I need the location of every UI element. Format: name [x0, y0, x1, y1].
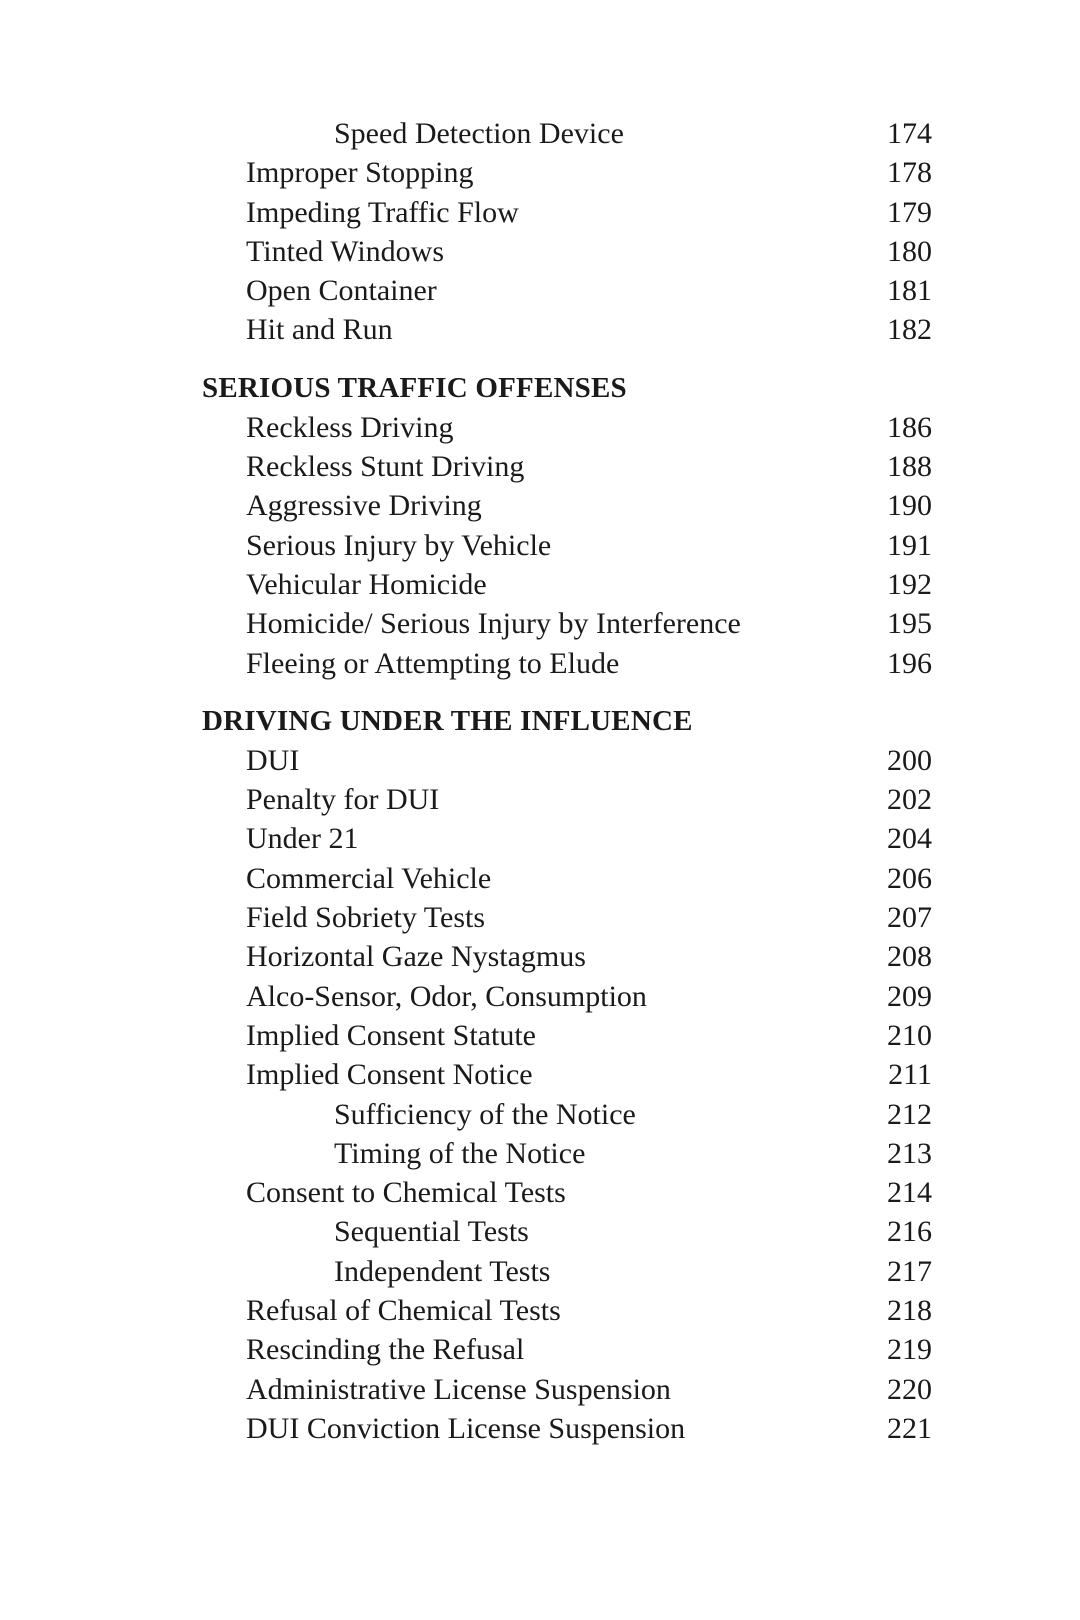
toc-entry [0, 1409, 1080, 1448]
toc-entry [0, 1173, 1080, 1212]
entry-page-number: 192 [887, 567, 932, 601]
entry-title: Timing of the Notice [334, 1136, 586, 1170]
entry-title: Serious Injury by Vehicle [246, 528, 552, 562]
entry-page-number: 174 [887, 117, 932, 150]
toc-entry [0, 819, 1080, 858]
entry-page-number: 200 [887, 743, 932, 777]
entry-page-number: 208 [887, 940, 932, 974]
entry-title: Speed Detection Device [334, 117, 624, 150]
entry-title: Fleeing or Attempting to Elude [246, 646, 620, 680]
entry-page-number: 220 [887, 1372, 932, 1406]
entry-title: Hit and Run [246, 313, 393, 347]
toc-entry [0, 1055, 1080, 1094]
entry-page-number: 190 [887, 489, 932, 523]
section-heading: SERIOUS TRAFFIC OFFENSES [202, 371, 627, 404]
toc-subentry [0, 1252, 1080, 1291]
entry-page-number: 202 [887, 783, 932, 817]
toc-entry [0, 1291, 1080, 1330]
entry-page-number: 186 [887, 410, 932, 444]
toc-subentry [0, 114, 1080, 153]
toc-entry [0, 408, 1080, 447]
entry-title: Reckless Stunt Driving [246, 450, 525, 484]
entry-title: DUI [246, 743, 300, 777]
entry-page-number: 196 [887, 646, 932, 680]
toc-entry [0, 604, 1080, 643]
toc-subentry [0, 1134, 1080, 1173]
entry-title: Tinted Windows [246, 234, 445, 268]
entry-page-number: 216 [887, 1215, 932, 1249]
section-spacer [0, 350, 1080, 368]
toc-entry [0, 1370, 1080, 1409]
toc-entry [0, 1330, 1080, 1369]
toc-entry [0, 780, 1080, 819]
entry-title: Horizontal Gaze Nystagmus [246, 940, 586, 974]
toc-entry [0, 153, 1080, 192]
entry-page-number: 178 [887, 156, 932, 190]
toc-entry [0, 977, 1080, 1016]
toc-entry [0, 644, 1080, 683]
entry-title: Alco-Sensor, Odor, Consumption [246, 979, 647, 1013]
entry-title: Independent Tests [334, 1254, 551, 1288]
entry-page-number: 191 [887, 528, 932, 562]
entry-title: Implied Consent Statute [246, 1018, 536, 1052]
entry-page-number: 209 [887, 979, 932, 1013]
toc-entry [0, 565, 1080, 604]
entry-page-number: 211 [888, 1058, 932, 1092]
entry-page-number: 180 [887, 234, 932, 268]
toc-entry [0, 193, 1080, 232]
entry-page-number: 179 [887, 195, 932, 229]
toc-entry [0, 486, 1080, 525]
entry-title: Impeding Traffic Flow [246, 195, 519, 229]
entry-page-number: 212 [887, 1097, 932, 1131]
toc-entry [0, 310, 1080, 349]
entry-title: Consent to Chemical Tests [246, 1176, 566, 1210]
entry-page-number: 188 [887, 450, 932, 484]
toc-entry [0, 271, 1080, 310]
toc-entry [0, 232, 1080, 271]
entry-page-number: 204 [887, 822, 932, 856]
section-heading: DRIVING UNDER THE INFLUENCE [202, 704, 693, 737]
toc-entry [0, 447, 1080, 486]
entry-page-number: 219 [887, 1333, 932, 1367]
entry-title: Penalty for DUI [246, 783, 440, 817]
toc-entry [0, 526, 1080, 565]
entry-title: Sufficiency of the Notice [334, 1097, 636, 1131]
toc-subentry [0, 1095, 1080, 1134]
section-spacer [0, 683, 1080, 701]
table-of-contents [0, 114, 1080, 1448]
entry-title: Improper Stopping [246, 156, 474, 190]
entry-page-number: 217 [887, 1254, 932, 1288]
toc-entry [0, 859, 1080, 898]
entry-page-number: 195 [887, 607, 932, 641]
entry-title: DUI Conviction License Suspension [246, 1411, 686, 1445]
toc-entry [0, 898, 1080, 937]
entry-title: Reckless Driving [246, 410, 454, 444]
toc-entry [0, 741, 1080, 780]
entry-page-number: 182 [887, 313, 932, 347]
entry-title: Under 21 [246, 822, 359, 856]
entry-title: Sequential Tests [334, 1215, 529, 1249]
entry-title: Rescinding the Refusal [246, 1333, 525, 1367]
toc-entry [0, 937, 1080, 976]
entry-page-number: 210 [887, 1018, 932, 1052]
entry-title: Open Container [246, 274, 437, 308]
toc-subentry [0, 1212, 1080, 1251]
entry-page-number: 213 [887, 1136, 932, 1170]
entry-title: Field Sobriety Tests [246, 901, 486, 935]
entry-title: Administrative License Suspension [246, 1372, 671, 1406]
toc-entry [0, 1016, 1080, 1055]
entry-page-number: 207 [887, 901, 932, 935]
entry-page-number: 221 [887, 1411, 932, 1445]
entry-title: Vehicular Homicide [246, 567, 487, 601]
entry-title: Commercial Vehicle [246, 861, 492, 895]
entry-title: Aggressive Driving [246, 489, 482, 523]
entry-page-number: 206 [887, 861, 932, 895]
entry-title: Refusal of Chemical Tests [246, 1294, 561, 1328]
entry-page-number: 218 [887, 1294, 932, 1328]
entry-title: Implied Consent Notice [246, 1058, 533, 1092]
entry-title: Homicide/ Serious Injury by Interference [246, 607, 741, 641]
entry-page-number: 181 [887, 274, 932, 308]
entry-page-number: 214 [887, 1176, 932, 1210]
